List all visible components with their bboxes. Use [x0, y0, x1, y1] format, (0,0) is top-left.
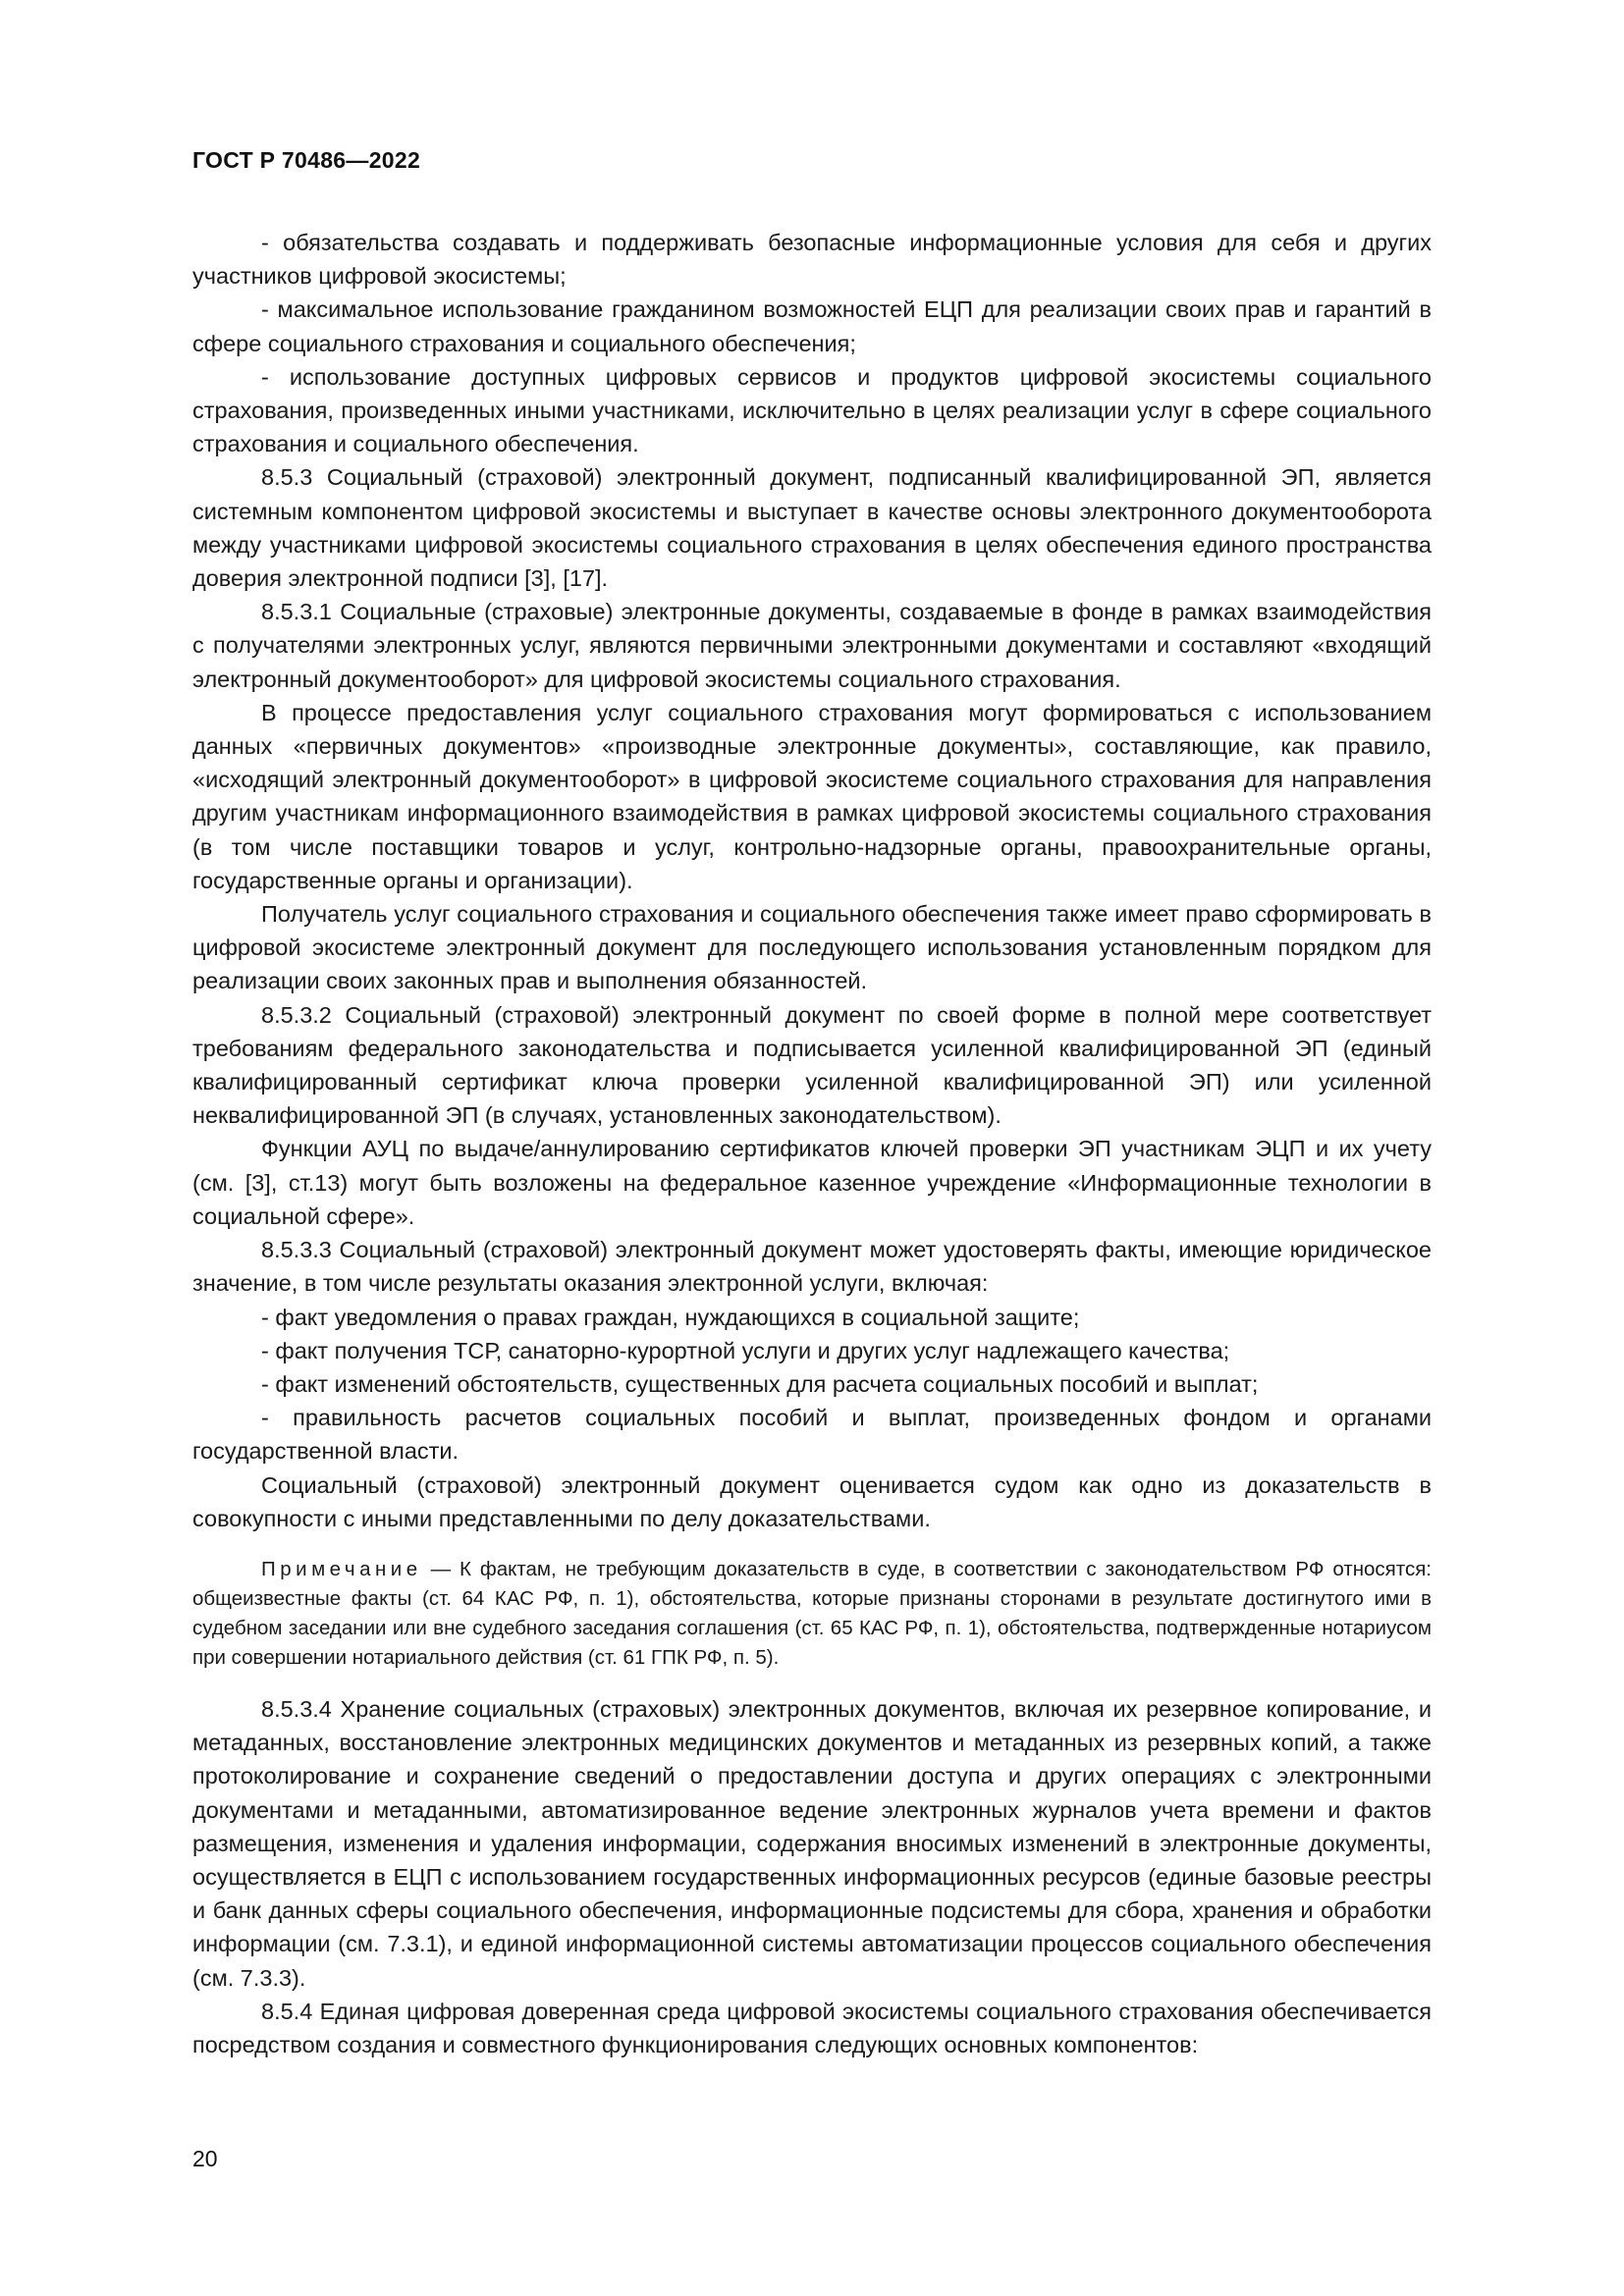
paragraph-bullet-tsr: - факт получения ТСР, санаторно-курортной услуги и других услуг надлежащего качества; [261, 1337, 1230, 1363]
note-block [192, 1555, 1432, 1673]
paragraph-bullet-obligations: - обязательства создавать и поддерживать безопасные информационные условия для себя и других участников цифровой экосистемы; [192, 230, 1432, 290]
paragraph-bullet-services-use: - использование доступных цифровых сервисов и продуктов цифровой экосистемы социального страхования, произведенных иными участниками, исключительно в целях реализации услуг в сфере социального страхования и социального обеспечения. [192, 363, 1432, 457]
paragraph-recipient-right: Получатель услуг социального страхования и социального обеспечения также имеет право сформировать в цифровой экосистеме электронный документ для последующего использования установленным порядком для реализации своих законных прав и выполнения обязанностей. [192, 901, 1432, 994]
paragraph-8-5-4: 8.5.4 Единая цифровая доверенная среда цифровой экосистемы социального страхования обеспечивается посредством создания и совместного функционирования следующих основных компонентов: [192, 1998, 1432, 2057]
paragraph-derived-documents: В процессе предоставления услуг социального страхования могут формироваться с использованием данных «первичных документов» «производные электронные документы», составляющие, как правило, «исходящий электронный документооборот» в цифровой экосистеме социального страхования для направления другим участникам информационного взаимодействия в рамках цифровой экосистемы социального страхования (в том числе поставщики товаров и услуг, контрольно-надзорные органы, правоохранительные органы, государственные органы и организации). [192, 699, 1432, 893]
paragraph-8-5-3-1: 8.5.3.1 Социальные (страховые) электронные документы, создаваемые в фонде в рамках взаимодействия с получателями электронных услуг, являются первичными электронными документами и составляют «входящий электронный документооборот» для цифровой экосистемы социального страхования. [192, 599, 1432, 692]
paragraph-auc-functions: Функции АУЦ по выдаче/аннулированию сертификатов ключей проверки ЭП участникам ЭЦП и их учету (см. [3], ст.13) могут быть возложены на федеральное казенное учреждение «Информационные технологии в социальной сфере». [192, 1136, 1432, 1229]
page-number: 20 [192, 2146, 218, 2171]
note-label: Примечание [261, 1557, 422, 1580]
note-text: — К фактам, не требующим доказательств в суде, в соответствии с законодательством РФ относятся: общеизвестные факты (ст. 64 КАС РФ, п. 1), обстоятельства, которые признаны сторонами в результате достигнутого ими в судебном заседании или вне судебного заседания соглашения (ст. 65 КАС РФ, п. 1), обстоятельства, подтвержденные нотариусом при совершении нотариального действия (ст. 61 ГПК РФ, п. 5). [192, 1557, 1432, 1669]
paragraph-8-5-3: 8.5.3 Социальный (страховой) электронный документ, подписанный квалифицированной ЭП, является системным компонентом цифровой экосистемы и выступает в качестве основы электронного документооборота между участниками цифровой экосистемы социального страхования в целях обеспечения единого пространства доверия электронной подписи [3], [17]. [192, 464, 1432, 592]
paragraph-8-5-3-2: 8.5.3.2 Социальный (страховой) электронный документ по своей форме в полной мере соответствует требованиям федерального законодательства и подписывается усиленной квалифицированной ЭП (единый квалифицированный сертификат ключа проверки усиленной квалифицированной ЭП) или усиленной неквалифицированной ЭП (в случаях, установленных законодательством). [192, 1001, 1432, 1129]
paragraph-bullet-circumstances: - факт изменений обстоятельств, существенных для расчета социальных пособий и выплат; [261, 1370, 1259, 1397]
paragraph-8-5-3-3: 8.5.3.3 Социальный (страховой) электронный документ может удостоверять факты, имеющие юридическое значение, в том числе результаты оказания электронной услуги, включая: [192, 1237, 1432, 1297]
paragraph-bullet-calculations: - правильность расчетов социальных пособий и выплат, произведенных фондом и органами государственной власти. [192, 1405, 1432, 1465]
paragraph-bullet-max-use: - максимальное использование гражданином возможностей ЕЦП для реализации своих прав и гарантий в сфере социального страхования и социального обеспечения; [192, 296, 1432, 356]
document-body [192, 226, 1432, 2061]
document-code-header: ГОСТ Р 70486—2022 [192, 147, 421, 173]
paragraph-court-evaluation: Социальный (страховой) электронный документ оценивается судом как одно из доказательств в совокупности с иными представленными по делу доказательствами. [192, 1471, 1432, 1531]
paragraph-bullet-rights-notice: - факт уведомления о правах граждан, нуждающихся в социальной защите; [261, 1304, 1080, 1330]
paragraph-8-5-3-4: 8.5.3.4 Хранение социальных (страховых) электронных документов, включая их резервное копирование, и метаданных, восстановление электронных медицинских документов и метаданных из резервных копий, а также протоколирование и сохранение сведений о предоставлении доступа и других операциях с электронными документами и метаданными, автоматизированное ведение электронных журналов учета времени и фактов размещения, изменения и удаления информации, содержания вносимых изменений в электронные документы, осуществляется в ЕЦП с использованием государственных информационных ресурсов (единые базовые реестры и банк данных сферы социального обеспечения, информационные подсистемы для сбора, хранения и обработки информации (см. 7.3.1), и единой информационной системы автоматизации процессов социального обеспечения (см. 7.3.3). [192, 1695, 1432, 1991]
